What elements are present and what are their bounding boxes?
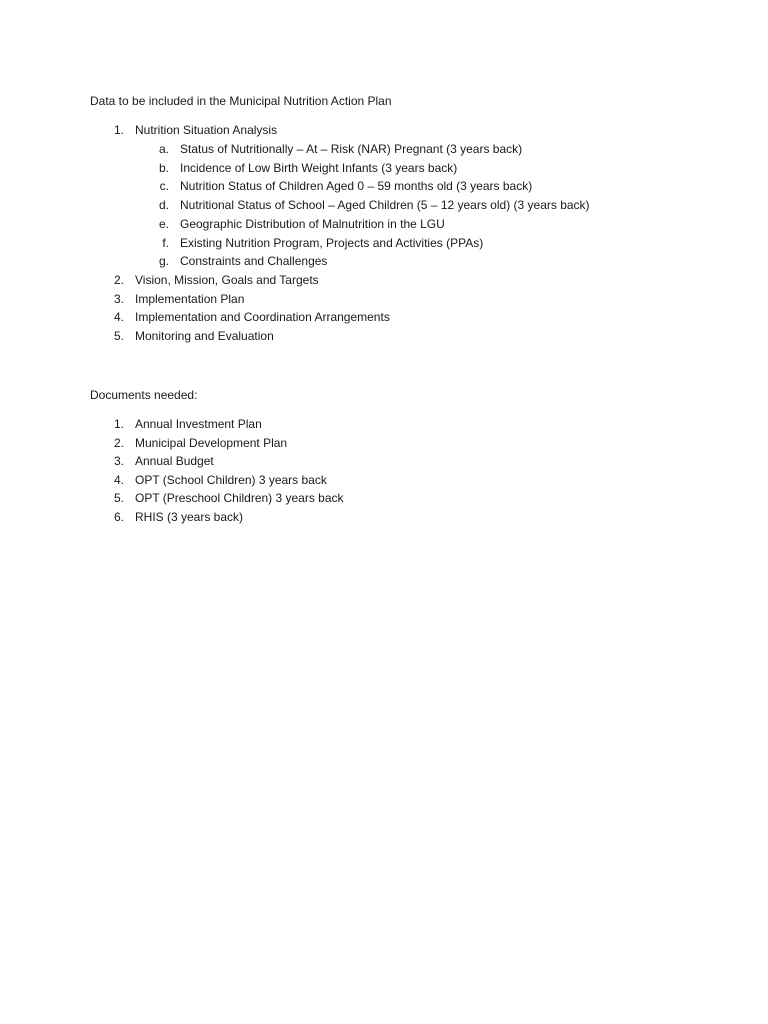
list-item: Monitoring and Evaluation — [135, 329, 274, 343]
list-item: OPT (Preschool Children) 3 years back — [135, 491, 344, 505]
sub-list-letter: c. — [159, 179, 169, 193]
list-number: 4. — [113, 310, 124, 324]
list-number: 5. — [113, 329, 124, 343]
sub-list-item: Constraints and Challenges — [180, 254, 328, 268]
list-item: Annual Budget — [135, 454, 214, 468]
sub-list-item: Existing Nutrition Program, Projects and Activities (PPAs) — [180, 236, 484, 250]
list-number: 3. — [113, 454, 124, 468]
section-heading-data: Data to be included in the Municipal Nutrition Action Plan — [90, 94, 392, 108]
list-number: 6. — [113, 510, 124, 524]
list-number: 1. — [113, 123, 124, 137]
sub-list-letter: d. — [158, 198, 169, 212]
list-item: Implementation Plan — [135, 292, 245, 306]
list-number: 4. — [113, 473, 124, 487]
sub-list-letter: g. — [158, 254, 169, 268]
list-item: OPT (School Children) 3 years back — [135, 473, 327, 487]
list-item: Nutrition Situation Analysis — [135, 123, 278, 137]
sub-list-letter: f. — [162, 236, 169, 250]
section-heading-documents: Documents needed: — [90, 388, 198, 402]
list-number: 2. — [113, 273, 124, 287]
sub-list-letter: a. — [158, 142, 169, 156]
sub-list-item: Status of Nutritionally – At – Risk (NAR) Pregnant (3 years back) — [180, 142, 523, 156]
list-item: Municipal Development Plan — [135, 436, 288, 450]
sub-list-item: Geographic Distribution of Malnutrition in the LGU — [180, 217, 445, 231]
sub-list-item: Incidence of Low Birth Weight Infants (3 years back) — [180, 161, 458, 175]
sub-list-letter: e. — [158, 217, 169, 231]
list-item: Implementation and Coordination Arrangements — [135, 310, 390, 324]
list-item: Vision, Mission, Goals and Targets — [135, 273, 319, 287]
list-number: 3. — [113, 292, 124, 306]
sub-list-letter: b. — [158, 161, 169, 175]
list-number: 1. — [113, 417, 124, 431]
sub-list-item: Nutrition Status of Children Aged 0 – 59 months old (3 years back) — [180, 179, 533, 193]
list-item: RHIS (3 years back) — [135, 510, 244, 524]
list-item: Annual Investment Plan — [135, 417, 262, 431]
list-number: 5. — [113, 491, 124, 505]
sub-list-item: Nutritional Status of School – Aged Children (5 – 12 years old) (3 years back) — [180, 198, 590, 212]
list-number: 2. — [113, 436, 124, 450]
